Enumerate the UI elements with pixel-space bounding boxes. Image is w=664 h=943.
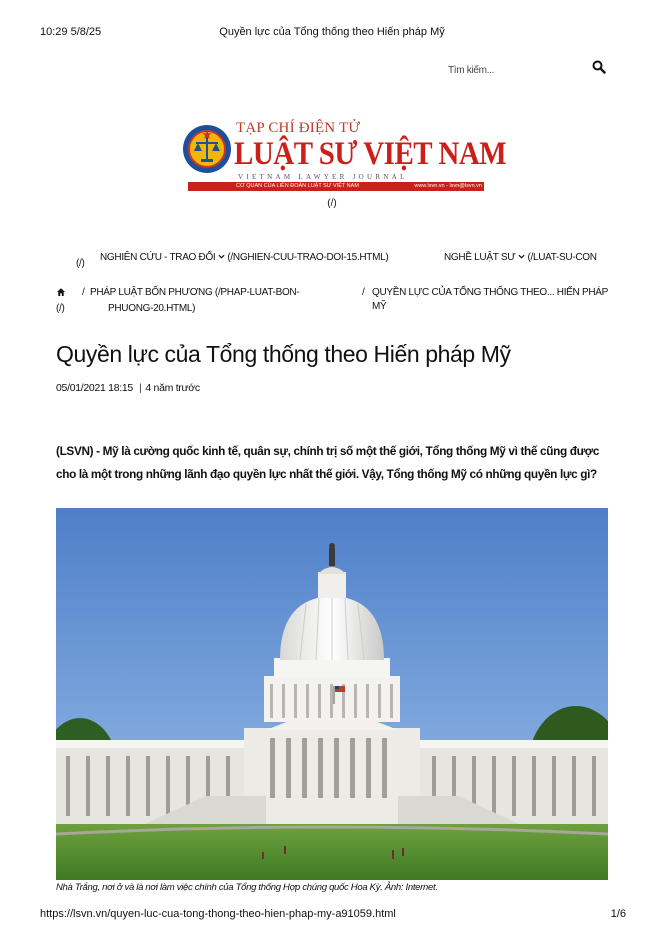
print-url: https://lsvn.vn/quyen-luc-cua-tong-thong-theo-hien-phap-my-a91059.html (40, 908, 396, 920)
nav-item-href: (/NGHIEN-CUU-TRAO-DOI-15.HTML) (227, 252, 389, 263)
chevron-down-icon (218, 253, 225, 260)
print-title: Quyền lực của Tổng thống theo Hiến pháp Mỹ (219, 26, 445, 38)
breadcrumb-category[interactable] (90, 286, 370, 314)
image-caption: Nhà Trắng, nơi ở và là nơi làm việc chính của Tổng thống Hợp chúng quốc Hoa Kỳ. Ảnh: Internet. (56, 882, 438, 893)
print-page-number: 1/6 (610, 908, 626, 920)
breadcrumb (56, 286, 616, 320)
article-meta (56, 382, 200, 394)
search-input[interactable] (448, 65, 568, 76)
logo-tagline: CƠ QUAN CỦA LIÊN ĐOÀN LUẬT SƯ VIỆT NAM (236, 183, 359, 189)
article-lead: (LSVN) - Mỹ là cường quốc kinh tế, quân sự, chính trị số một thế giới, Tổng thống Mỹ vì thế cũng được cho là một trong những lãnh đạo quyền lực nhất thế giới. Vậy, Tổng thống Mỹ có những quyền lực gì? (56, 444, 600, 481)
breadcrumb-current: QUYỀN LỰC CỦA TỔNG THỐNG THEO... HIẾN PHÁP MỸ (372, 287, 608, 312)
article-age: 4 năm trước (145, 382, 200, 394)
site-logo[interactable] (180, 118, 507, 196)
search-icon[interactable] (592, 60, 606, 74)
meta-divider: | (138, 382, 142, 394)
breadcrumb-home-link[interactable]: (/) (56, 303, 65, 314)
nav-item-nghe-luat-su[interactable] (444, 252, 597, 263)
logo-big-title: LUẬT SƯ VIỆT NAM (234, 136, 507, 172)
nav-item-nghien-cuu[interactable] (100, 252, 388, 263)
search-box (448, 60, 608, 76)
nav-item-label: NGHIÊN CỨU - TRAO ĐỔI (100, 252, 216, 263)
breadcrumb-separator: / (362, 287, 365, 298)
print-footer (0, 908, 664, 922)
breadcrumb-separator: / (82, 287, 85, 298)
nav-item-label: NGHỀ LUẬT SƯ (444, 252, 516, 263)
breadcrumb-category-line1: PHÁP LUẬT BỐN PHƯƠNG (/PHAP-LUAT-BON- (90, 287, 300, 298)
logo-english-title: VIETNAM LAWYER JOURNAL (238, 173, 408, 181)
capitol-building-image (56, 508, 608, 880)
article-title: Quyền lực của Tổng thống theo Hiến pháp Mỹ (56, 341, 511, 367)
article-image (56, 508, 608, 880)
chevron-down-icon (518, 253, 525, 260)
nav-item-href: (/LUAT-SU-CON (527, 252, 597, 263)
breadcrumb-category-line2: PHUONG-20.HTML) (108, 303, 196, 314)
lawyer-emblem-icon (182, 124, 232, 174)
nav-home-link[interactable]: (/) (76, 258, 85, 268)
logo-link[interactable]: (/) (327, 198, 337, 209)
home-icon[interactable] (56, 287, 66, 297)
print-datetime: 10:29 5/8/25 (40, 26, 102, 38)
logo-websites: www.lsvn.vn - lsvn@lsvn.vn (414, 183, 482, 189)
article-datetime: 05/01/2021 18:15 (56, 382, 133, 394)
logo-small-title: TẠP CHÍ ĐIỆN TỬ (236, 120, 361, 136)
print-header (0, 26, 664, 40)
main-nav (76, 250, 620, 268)
